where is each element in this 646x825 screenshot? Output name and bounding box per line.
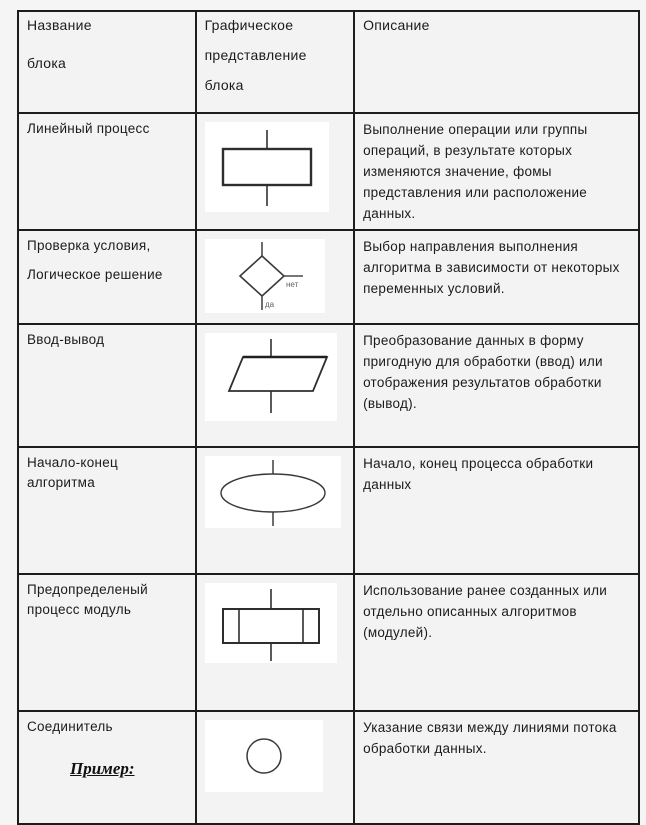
block-name: Линейный процесс [18,113,196,230]
io-parallelogram-icon [205,333,337,421]
block-name: Предопределеный процесс модуль [18,574,196,711]
table-row [18,324,639,447]
block-graphic-cell [196,574,355,711]
table-row [18,574,639,711]
decision-no-label: нет [285,280,298,289]
header-line: блока [204,77,244,93]
header-line: представление [204,47,307,63]
block-graphic-cell [196,447,355,574]
block-description: Использование ранее созданных или отдельно описанных алгоритмов (модулей). [354,574,639,711]
block-name: Проверка условия, Логическое решение [18,230,196,324]
block-name: Начало-конец алгоритма [18,447,196,574]
header-line: Описание [363,17,430,33]
decision-yes-label: да [264,300,274,309]
block-description: Преобразование данных в форму пригодную для обработки (ввод) или отображения результатов обработки (вывод). [354,324,639,447]
block-graphic-cell [196,230,355,324]
block-graphic-cell [196,711,355,824]
block-graphic-cell [196,324,355,447]
header-graphic-representation [196,11,355,113]
header-line: Название [27,17,92,33]
table-row [18,447,639,574]
block-description: Указание связи между линиями потока обработки данных. [354,711,639,824]
header-description [354,11,639,113]
header-block-name [18,11,196,113]
block-graphic-cell [196,113,355,230]
process-rectangle-icon [205,122,329,212]
example-label: Пример: [70,759,135,778]
table-header-row [18,11,639,113]
terminator-ellipse-icon [205,456,341,528]
table-row [18,230,639,324]
block-name: Соединитель [18,711,196,824]
block-name: Ввод-вывод [18,324,196,447]
block-description: Выполнение операции или группы операций, в результате которых изменяются значение, фомы представления или расположение данных. [354,113,639,230]
block-description: Выбор направления выполнения алгоритма в зависимости от некоторых переменных условий. [354,230,639,324]
header-line: Графическое [204,17,294,33]
decision-diamond-icon [205,239,325,313]
header-line: блока [27,55,67,71]
connector-circle-icon [205,720,323,792]
table-row [18,113,639,230]
predefined-process-icon [205,583,337,663]
block-description: Начало, конец процесса обработки данных [354,447,639,574]
flowchart-blocks-table [17,10,640,825]
